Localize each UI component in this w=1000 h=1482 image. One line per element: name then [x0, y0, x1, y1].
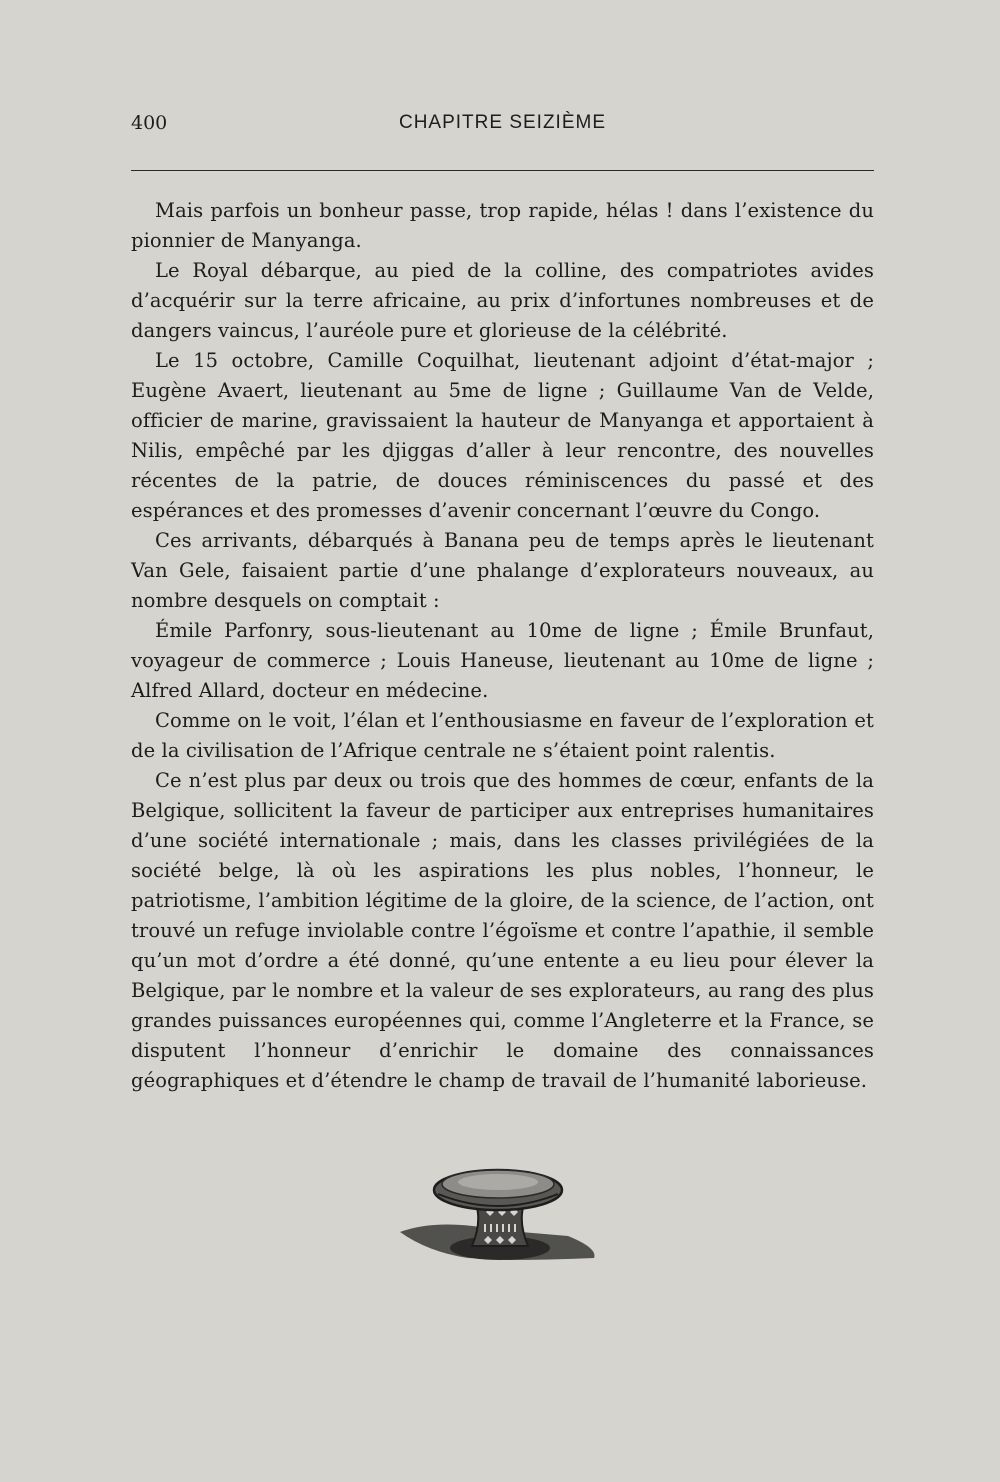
paragraph: Ces arrivants, débarqués à Banana peu de temps après le lieutenant Van Gele, faisaient partie d’une phalange d’explorateurs nouveaux, au nombre desquels on comptait : — [131, 529, 874, 612]
paragraph: Comme on le voit, l’élan et l’enthousiasme en faveur de l’exploration et de la civilisation de l’Afrique centrale ne s’étaient point ralentis. — [131, 709, 874, 762]
page-header — [131, 112, 874, 144]
running-title: CHAPITRE SEIZIÈME — [398, 112, 607, 133]
paragraph: Mais parfois un bonheur passe, trop rapide, hélas ! dans l’existence du pionnier de Manyanga. — [131, 199, 874, 252]
paragraph: Ce n’est plus par deux ou trois que des hommes de cœur, enfants de la Belgique, sollicitent la faveur de participer aux entreprises humanitaires d’une société internationale ; mais, dans les classes privilégiées de la société belge, là où les aspirations les plus nobles, l’honneur, le patriotisme, l’ambition légitime de la gloire, de la science, de l’action, ont trouvé un refuge inviolable contre l’égoïsme et contre l’apathie, il semble qu’un mot d’ordre a été donné, qu’une entente a eu lieu pour élever la Belgique, par le nombre et la valeur de ses explorateurs, au rang des plus grandes puissances européennes qui, comme l’Angleterre et la France, se disputent l’honneur d’enrichir le domaine des connaissances géographiques et d’étendre le champ de travail de l’humanité laborieuse. — [131, 769, 874, 1092]
african-stool-vignette-icon — [398, 1148, 598, 1288]
body-text — [131, 196, 874, 1096]
paragraph: Le Royal débarque, au pied de la colline, des compatriotes avides d’acquérir sur la terre africaine, au prix d’infortunes nombreuses et de dangers vaincus, l’auréole pure et glorieuse de la célébrité. — [131, 259, 874, 342]
page-number: 400 — [131, 112, 168, 134]
paragraph: Le 15 octobre, Camille Coquilhat, lieutenant adjoint d’état-major ; Eugène Avaert, lieutenant au 5me de ligne ; Guillaume Van de Velde, officier de marine, gravissaient la hauteur de Manyanga et apportaient à Nilis, empêché par les djiggas d’aller à leur rencontre, des nouvelles récentes de la patrie, de douces réminiscences du passé et des espérances et des promesses d’avenir concernant l’œuvre du Congo. — [131, 349, 874, 522]
header-rule — [131, 170, 874, 171]
paragraph: Émile Parfonry, sous-lieutenant au 10me de ligne ; Émile Brunfaut, voyageur de commerce ; Louis Haneuse, lieutenant au 10me de ligne ; Alfred Allard, docteur en médecine. — [131, 619, 874, 702]
